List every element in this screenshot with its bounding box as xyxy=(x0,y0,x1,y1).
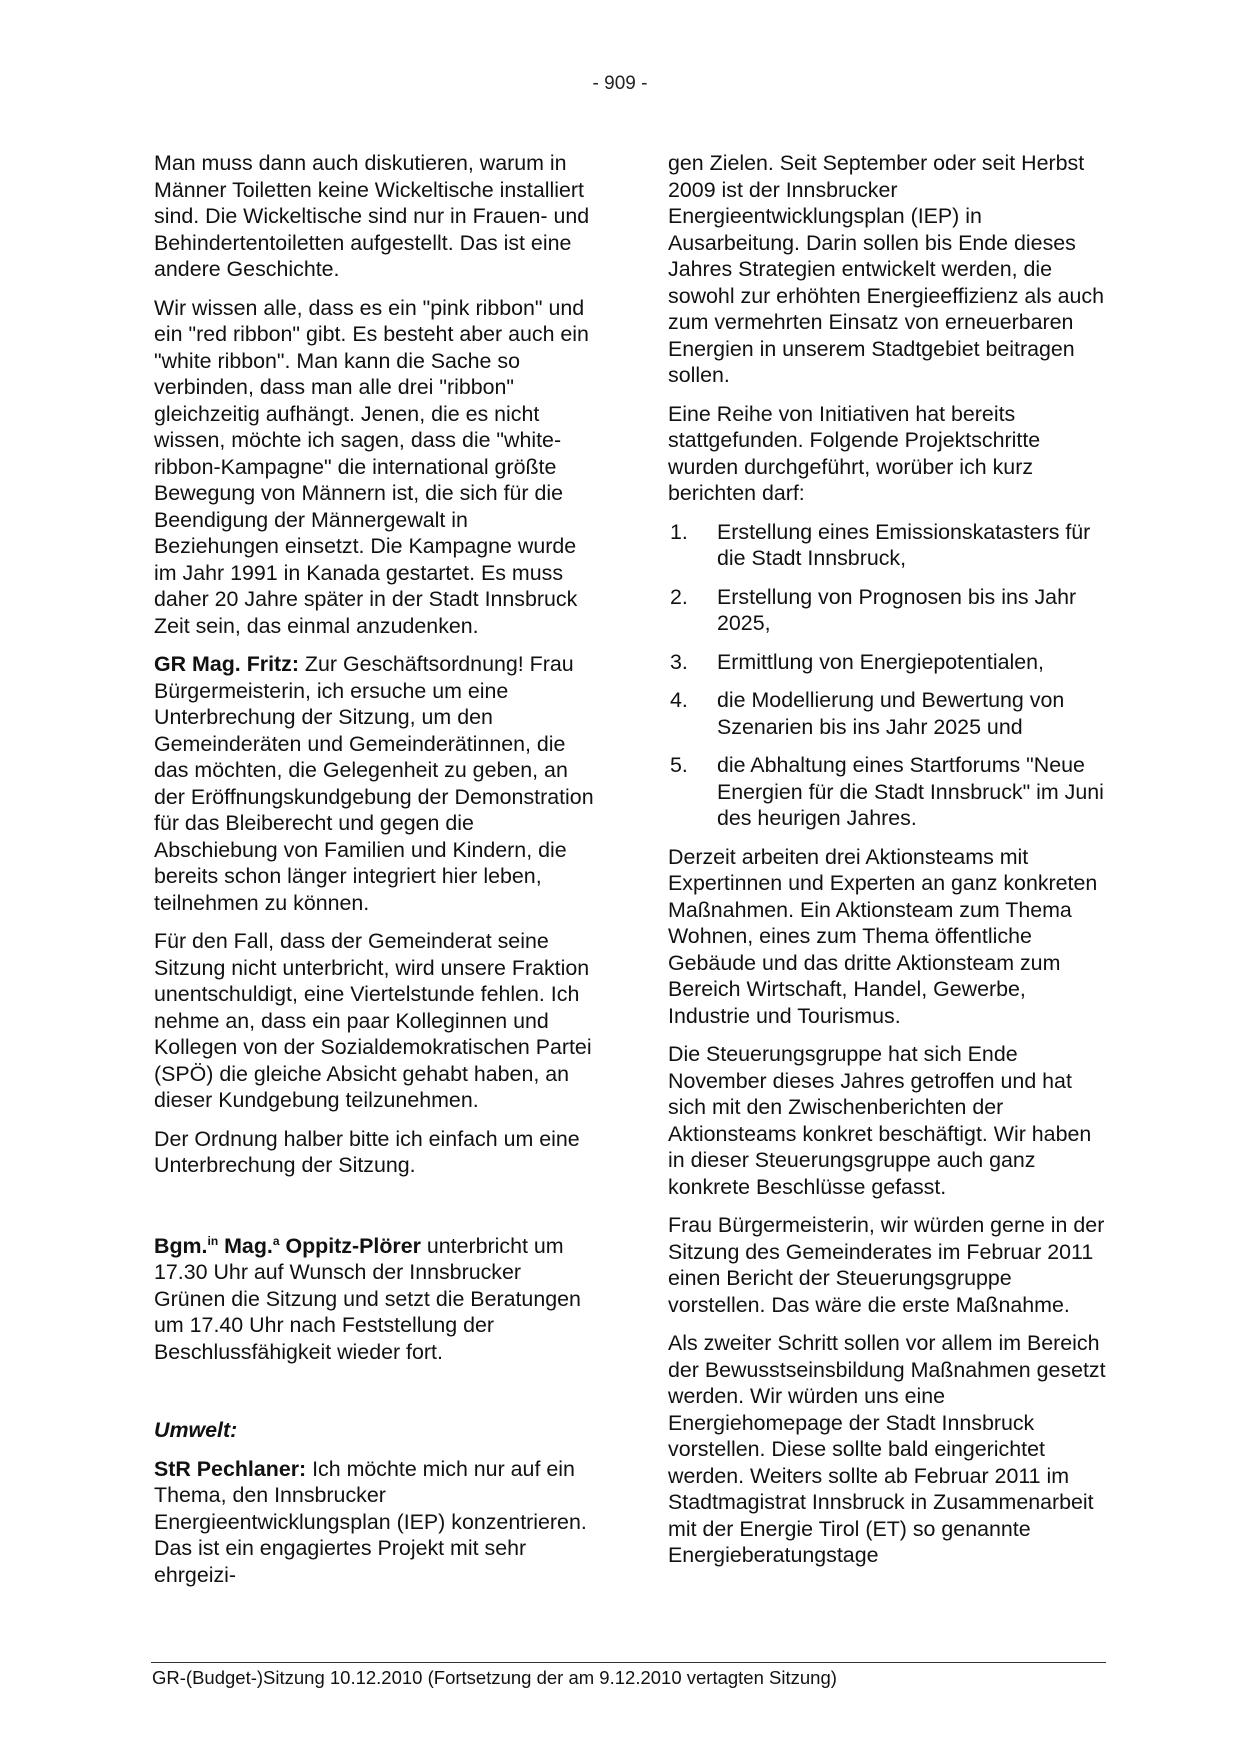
page-number: - 909 - xyxy=(592,73,648,94)
paragraph: Der Ordnung halber bitte ich einfach um eine Unterbrechung der Sitzung. xyxy=(154,1126,580,1177)
list-item: 1. Erstellung eines Emissionskatasters für die Stadt Innsbruck, xyxy=(670,519,1091,570)
list-item: 3. Ermittlung von Energiepotentialen, xyxy=(670,649,1045,674)
speech-text: Zur Geschäftsordnung! Frau Bürgermeisterin, ich ersuche um eine Unterbrechung der Sitzung, um den Gemeinderäten und Gemeinderätinnen, die das möchten, die Gelegenheit zu geben, an der Eröffnungskundgebung der Demonstration für das Bleiberecht und gegen die Abschiebung von Familien und Kindern, die bereits schon länger integriert hier leben, teilnehmen zu können. xyxy=(154,652,594,915)
speaker-name: GR Mag. Fritz: xyxy=(154,652,299,676)
paragraph: Frau Bürgermeisterin, wir würden gerne in der Sitzung des Gemeinderates im Februar 2011 einen Bericht der Steuerungsgruppe vorstellen. Das wäre die erste Maßnahme. xyxy=(668,1213,1105,1317)
note-text: unterbricht um 17.30 Uhr auf Wunsch der Innsbrucker Grünen die Sitzung und setzt die Beratungen um 17.40 Uhr nach Feststellung der Beschlussfähigkeit wieder fort. xyxy=(154,1233,581,1364)
session-note xyxy=(154,1233,594,1366)
speaker-name: StR Pechlaner: xyxy=(154,1456,307,1481)
paragraph: gen Zielen. Seit September oder seit Herbst 2009 ist der Innsbrucker Energieentwicklungsplan (IEP) in Ausarbeitung. Darin sollen bis Ende dieses Jahres Strategien entwickelt werden, die sowohl zur erhöhten Energieeffizienz als auch zum vermehrten Einsatz von erneuerbaren Energien in unserem Stadtgebiet beitragen sollen. xyxy=(668,151,1105,387)
left-column xyxy=(154,150,594,1600)
paragraph: Für den Fall, dass der Gemeinderat seine Sitzung nicht unterbricht, wird unsere Fraktion unentschuldigt, eine Viertelstunde fehlen. Ich nehme an, dass ein paar Kolleginnen und Kollegen von der Sozialdemokratischen Partei (SPÖ) die gleiche Absicht gehabt haben, an dieser Kundgebung teilzunehmen. xyxy=(154,929,592,1112)
speech-paragraph xyxy=(154,651,594,916)
speech-paragraph xyxy=(154,1456,594,1589)
speech-text: Ich möchte mich nur auf ein Thema, den Innsbrucker Energieentwicklungsplan (IEP) konzentrieren. Das ist ein engagiertes Projekt mit sehr ehrgeizi- xyxy=(154,1456,587,1587)
list-item: 2. Erstellung von Prognosen bis ins Jahr 2025, xyxy=(670,584,1077,635)
paragraph: Eine Reihe von Initiativen hat bereits stattgefunden. Folgende Projektschritte wurden durchgeführt, worüber ich kurz berichten darf: xyxy=(668,401,1041,505)
footer-text: GR-(Budget-)Sitzung 10.12.2010 (Fortsetzung der am 9.12.2010 vertagten Sitzung) xyxy=(152,1667,837,1688)
paragraph: Derzeit arbeiten drei Aktionsteams mit Expertinnen und Experten an ganz konkreten Maßnahmen. Ein Aktionsteam zum Thema Wohnen, eines zum Thema öffentliche Gebäude und das dritte Aktionsteam zum Bereich Wirtschaft, Handel, Gewerbe, Industrie und Tourismus. xyxy=(668,844,1098,1028)
speaker-name: Bgm.$^{in}$ Mag.$^a$ Oppitz-Plörer xyxy=(154,1233,421,1258)
right-column xyxy=(668,150,1108,1581)
paragraph: Wir wissen alle, dass es ein "pink ribbon" und ein "red ribbon" gibt. Es besteht aber auch ein "white ribbon". Man kann die Sache so verbinden, dass man alle drei "ribbon" gleichzeitig aufhängt. Jenen, die es nicht wissen, möchte ich sagen, dass die "white-ribbon-Kampagne" die international größte Bewegung von Männern ist, die sich für die Beendigung der Männergewalt in Beziehungen einsetzt. Die Kampagne wurde im Jahr 1991 in Kanada gestartet. Es muss daher 20 Jahre später in der Stadt Innsbruck Zeit sein, das einmal anzudenken. xyxy=(154,295,589,638)
section-heading: Umwelt: xyxy=(154,1418,238,1442)
footer-divider xyxy=(151,1662,1106,1663)
paragraph: Als zweiter Schritt sollen vor allem im Bereich der Bewusstseinsbildung Maßnahmen gesetzt werden. Wir würden uns eine Energiehomepage der Stadt Innsbruck vorstellen. Diese sollte bald eingerichtet werden. Weiters sollte ab Februar 2011 im Stadtmagistrat Innsbruck in Zusammenarbeit mit der Energie Tirol (ET) so genannte Energieberatungstage xyxy=(668,1331,1106,1567)
paragraph: Man muss dann auch diskutieren, warum in Männer Toiletten keine Wickeltische installiert sind. Die Wickeltische sind nur in Frauen- und Behindertentoiletten aufgestellt. Das ist eine andere Geschichte. xyxy=(154,151,590,281)
list-item: 4. die Modellierung und Bewertung von Szenarien bis ins Jahr 2025 und xyxy=(670,688,1065,739)
numbered-list xyxy=(668,519,1108,832)
list-item: 5. die Abhaltung eines Startforums "Neue Energien für die Stadt Innsbruck" im Juni des heurigen Jahres. xyxy=(670,753,1104,830)
paragraph: Die Steuerungsgruppe hat sich Ende November dieses Jahres getroffen und hat sich mit den Zwischenberichten der Aktionsteams konkret beschäftigt. Wir haben in dieser Steuerungsgruppe auch ganz konkrete Beschlüsse gefasst. xyxy=(668,1042,1092,1199)
